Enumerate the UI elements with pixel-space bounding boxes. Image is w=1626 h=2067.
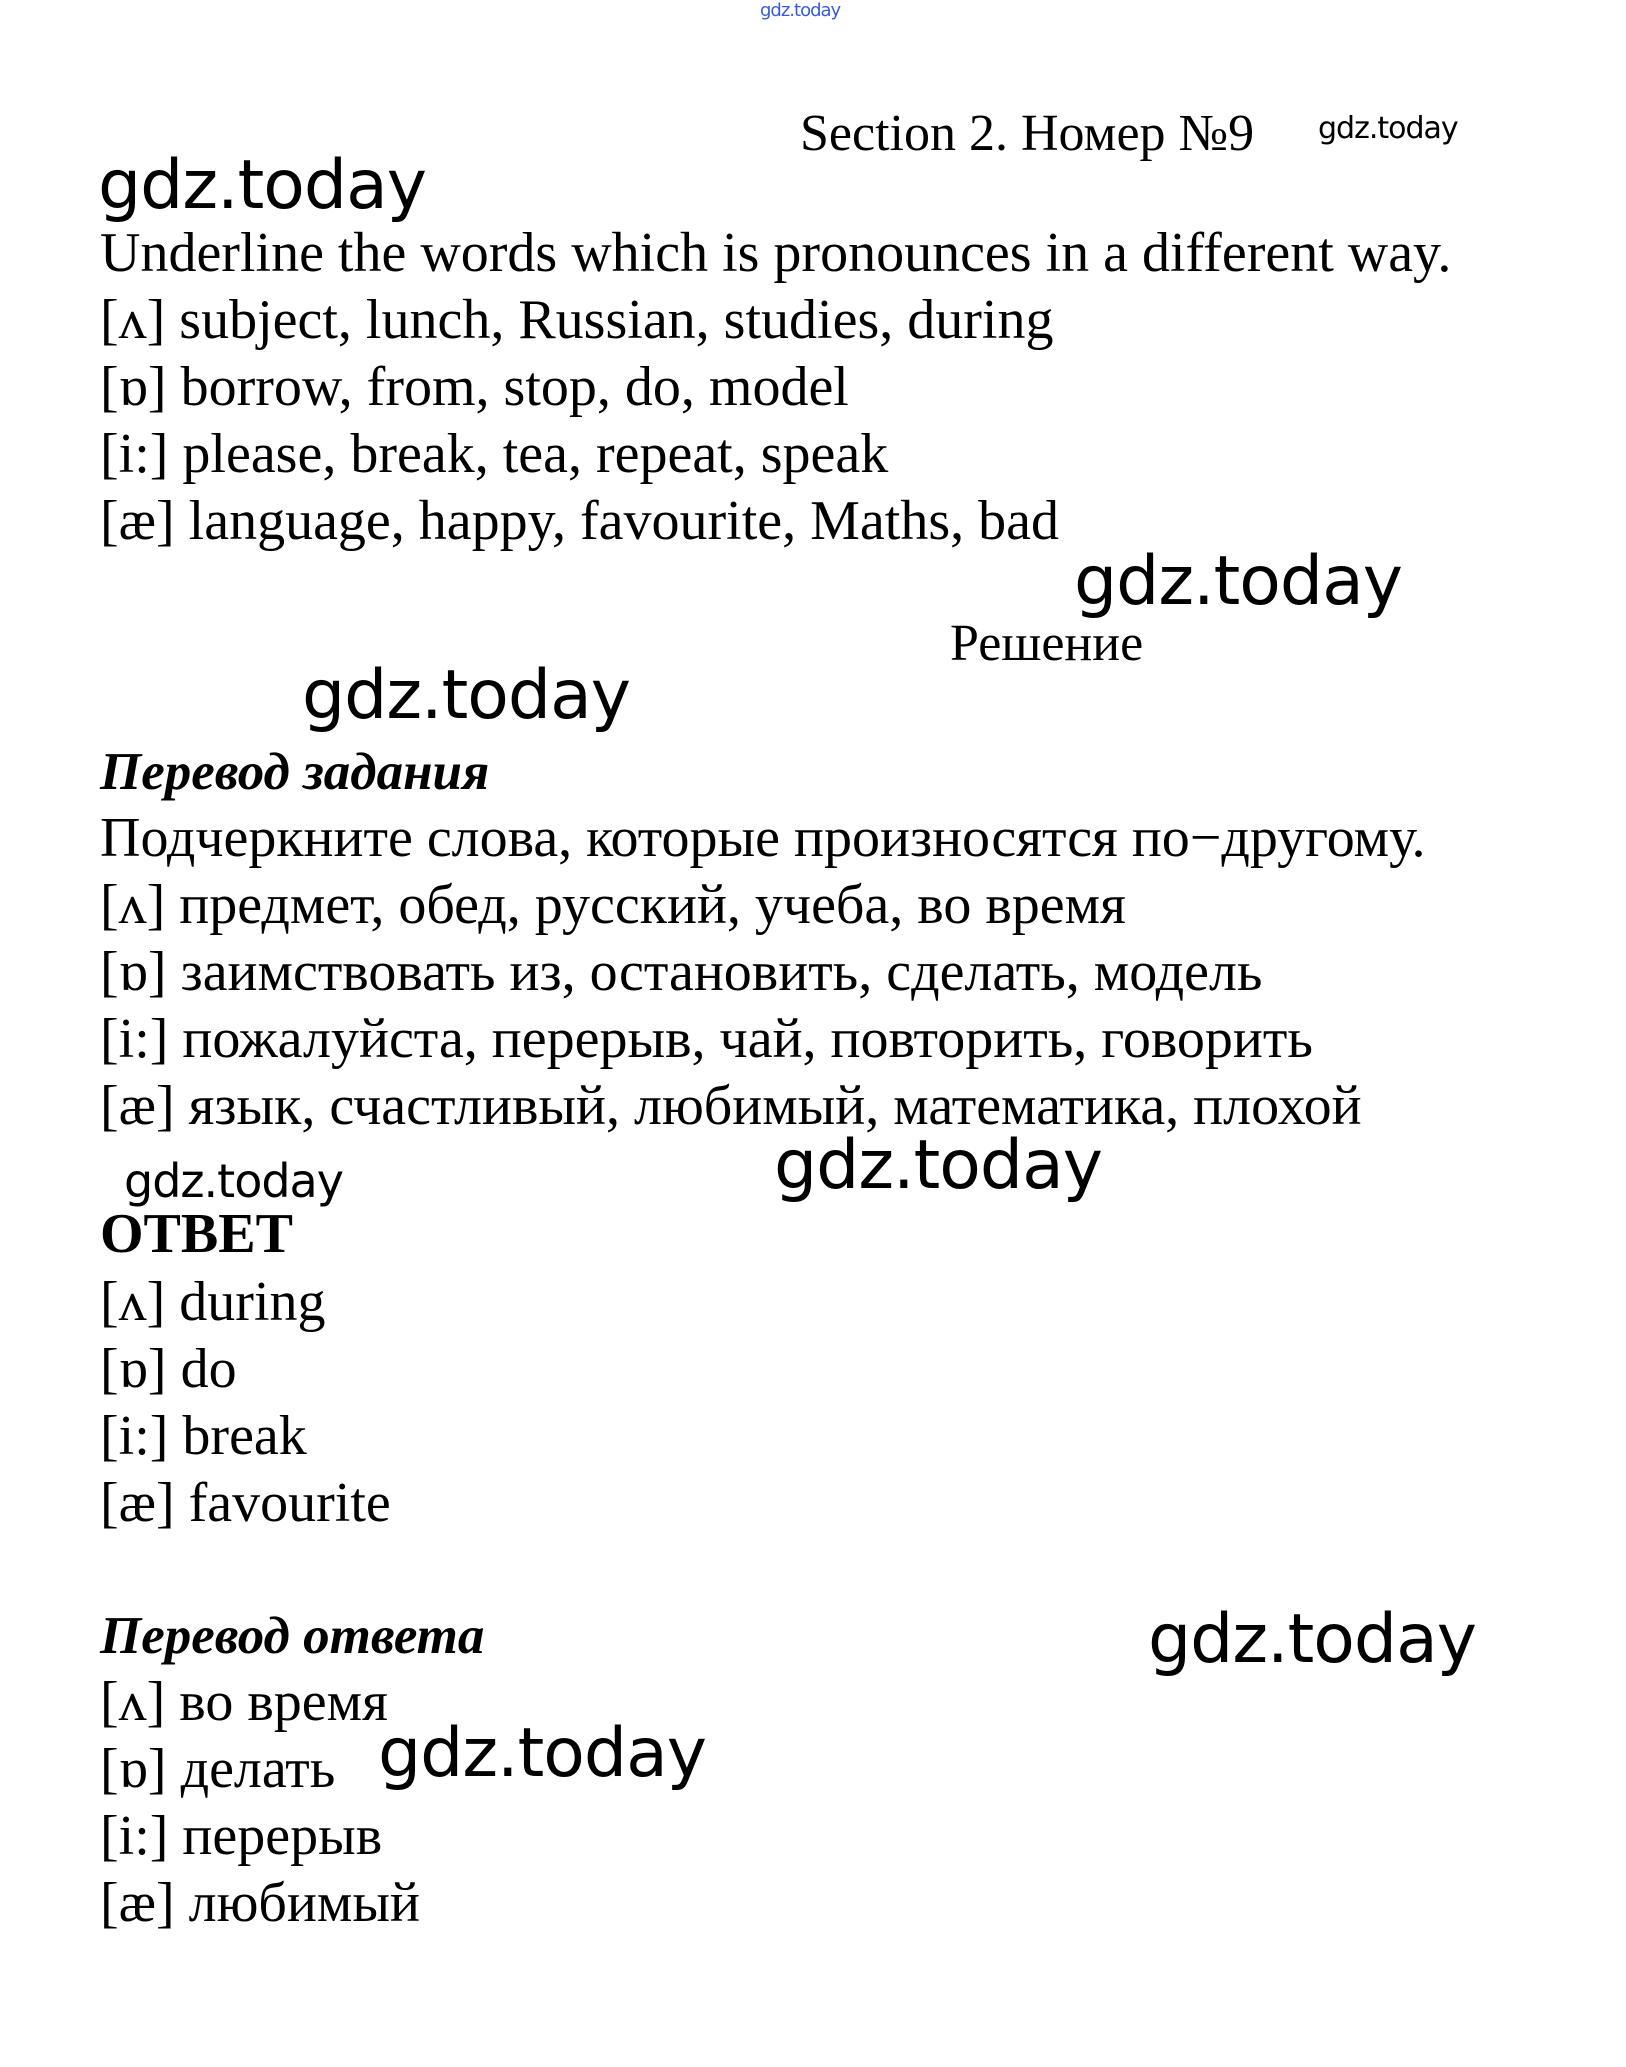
task-line: [ʌ] subject, lunch, Russian, studies, during [100, 289, 1054, 351]
translation-line: [ɒ] заимствовать из, остановить, сделать, модель [100, 941, 1263, 1003]
answer-translation-heading: Перевод ответа [100, 1607, 485, 1665]
answer-line: [ʌ] during [100, 1271, 326, 1333]
answer-line: [æ] favourite [100, 1472, 391, 1534]
answer-translation-line: [æ] любимый [100, 1872, 420, 1934]
watermark: gdz.today [98, 146, 426, 225]
top-watermark: gdz.today [760, 0, 841, 21]
watermark: gdz.today [124, 1154, 343, 1208]
watermark: gdz.today [774, 1126, 1102, 1205]
watermark: gdz.today [1074, 542, 1402, 621]
answer-translation-line: [ʌ] во время [100, 1671, 388, 1733]
task-instruction: Underline the words which is pronounces in a different way. [100, 222, 1452, 284]
page-title: Section 2. Номер №9 [800, 105, 1255, 162]
answer-heading: ОТВЕТ [100, 1203, 293, 1265]
answer-translation-line: [i:] перерыв [100, 1805, 383, 1867]
solution-label: Решение [950, 615, 1144, 672]
translation-line: [æ] язык, счастливый, любимый, математика, плохой [100, 1075, 1362, 1137]
translation-line: [i:] пожалуйста, перерыв, чай, повторить, говорить [100, 1008, 1313, 1070]
watermark: gdz.today [378, 1714, 706, 1793]
translation-heading: Перевод задания [100, 743, 490, 801]
watermark: gdz.today [1148, 1600, 1476, 1679]
task-line: [ɒ] borrow, from, stop, do, model [100, 356, 849, 418]
answer-line: [i:] break [100, 1405, 307, 1467]
watermark: gdz.today [1318, 111, 1458, 146]
answer-translation-line: [ɒ] делать [100, 1738, 336, 1800]
task-line: [æ] language, happy, favourite, Maths, bad [100, 490, 1059, 552]
answer-line: [ɒ] do [100, 1338, 237, 1400]
translation-line: [ʌ] предмет, обед, русский, учеба, во время [100, 874, 1126, 936]
translation-instruction: Подчеркните слова, которые произносятся по−другому. [100, 807, 1426, 869]
task-line: [i:] please, break, tea, repeat, speak [100, 423, 889, 485]
watermark: gdz.today [302, 656, 630, 735]
